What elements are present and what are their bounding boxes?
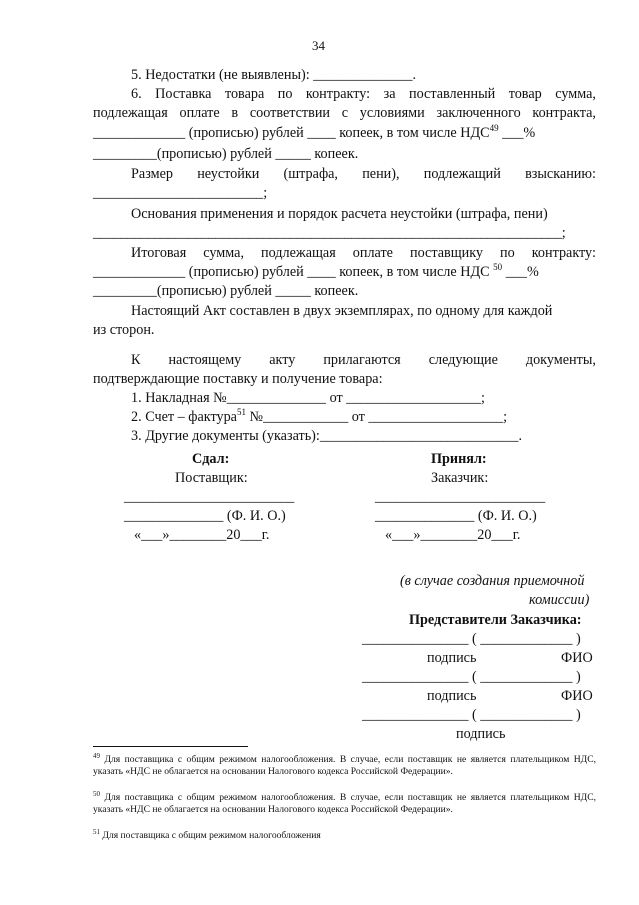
- basis-line-1: Основания применения и порядок расчета неустойки (штрафа, пени): [131, 206, 548, 222]
- item-6-line-4: _________(прописью) рублей _____ копеек.: [93, 146, 359, 162]
- word: контракту:: [305, 86, 371, 102]
- footnote-51: [93, 830, 596, 842]
- right-sign-date: «___»________20___г.: [385, 527, 521, 543]
- word: прилагаются: [323, 352, 401, 368]
- footnote-51-number: 51: [93, 828, 100, 836]
- commission-sign-label-3: подпись: [456, 726, 506, 742]
- right-sign-role: Заказчик:: [431, 470, 489, 486]
- word: сумма,: [555, 86, 596, 102]
- word: товара: [224, 86, 265, 102]
- copies-line-1: Настоящий Акт составлен в двух экземплярах, по одному для каждой: [131, 303, 553, 319]
- commission-row-2: _______________ ( _____________ ): [362, 669, 581, 685]
- left-sign-date: «___»________20___г.: [134, 527, 270, 543]
- word: подлежащая: [93, 105, 168, 121]
- word: за: [383, 86, 396, 102]
- word: оплате: [352, 245, 393, 261]
- total-vat-text: ___%: [502, 264, 539, 280]
- word: документы,: [525, 352, 596, 368]
- penalty-line-2: ________________________;: [93, 185, 268, 201]
- footnote-ref-50: 50: [493, 262, 503, 272]
- word: подлежащий: [423, 166, 501, 182]
- commission-fio-label-2: ФИО: [561, 688, 593, 704]
- commission-sign-label-2: подпись: [427, 688, 477, 704]
- commission-fio-label-1: ФИО: [561, 650, 593, 666]
- footnote-50-number: 50: [93, 790, 100, 798]
- total-line-2: [93, 263, 539, 281]
- word: контракту:: [531, 245, 596, 261]
- commission-row-3: _______________ ( _____________ ): [362, 707, 581, 723]
- word: в: [231, 105, 239, 121]
- left-sign-line: ________________________: [124, 489, 295, 505]
- word: с: [341, 105, 349, 121]
- item-6-line-1: [131, 85, 596, 103]
- item-6-amount-text: _____________ (прописью) рублей ____ копеек, в том числе НДС: [93, 125, 490, 141]
- word: подлежащая: [261, 245, 336, 261]
- word: Размер: [131, 166, 173, 182]
- word: условиями: [359, 105, 425, 121]
- left-sign-fio: ______________ (Ф. И. О.): [124, 508, 286, 524]
- attach-item-vat-invoice: [131, 408, 507, 426]
- copies-line-2: из сторон.: [93, 322, 155, 338]
- basis-line-2: _____________________________________________________________________;: [93, 225, 566, 241]
- commission-note-2: комиссии): [529, 592, 590, 608]
- penalty-line-1: [131, 165, 596, 183]
- total-line-3: _________(прописью) рублей _____ копеек.: [93, 283, 359, 299]
- word: взысканию:: [525, 166, 596, 182]
- attach-item-other: 3. Другие документы (указать):____________________________.: [131, 428, 523, 444]
- footnote-50: [93, 792, 596, 816]
- word: 6.: [131, 86, 142, 102]
- word: по: [277, 86, 293, 102]
- attach-line-1: [131, 351, 596, 369]
- page-number: 34: [312, 38, 325, 53]
- word: пени),: [362, 166, 400, 182]
- word: поставленный: [409, 86, 496, 102]
- commission-title: Представители Заказчика:: [409, 612, 582, 628]
- commission-row-1: _______________ ( _____________ ): [362, 631, 581, 647]
- left-sign-title: Сдал:: [192, 451, 230, 467]
- word: соответствии: [249, 105, 331, 121]
- item-6-vat-text: ___%: [498, 125, 536, 141]
- vat-invoice-label: 2. Счет – фактура: [131, 409, 237, 425]
- word: (штрафа,: [283, 166, 338, 182]
- word: сумма,: [203, 245, 244, 261]
- footnote-separator: [93, 746, 248, 747]
- total-line-1: [131, 244, 596, 262]
- word: неустойки: [197, 166, 260, 182]
- footnote-ref-49: 49: [489, 123, 499, 133]
- footnote-49: [93, 754, 596, 778]
- word: заключенного: [436, 105, 521, 121]
- footnote-50-text: Для поставщика с общим режимом налогообложения. В случае, если поставщик не является плательщиком НДС, указать «НДС не облагается на основании Налогового кодекса Российской Федерации».: [93, 792, 596, 815]
- word: оплате: [179, 105, 220, 121]
- total-amount-text: _____________ (прописью) рублей ____ копеек, в том числе НДС: [93, 264, 494, 280]
- word: контракта,: [532, 105, 596, 121]
- attach-line-2: подтверждающие поставку и получение товара:: [93, 371, 383, 387]
- word: Итоговая: [131, 245, 187, 261]
- word: акту: [269, 352, 296, 368]
- word: Поставка: [155, 86, 212, 102]
- footnote-ref-51: 51: [236, 407, 246, 417]
- right-sign-fio: ______________ (Ф. И. О.): [375, 508, 537, 524]
- right-sign-line: ________________________: [375, 489, 546, 505]
- item-6-line-2: [93, 104, 596, 122]
- word: К: [131, 352, 141, 368]
- attach-item-invoice: 1. Накладная №______________ от ___________________;: [131, 390, 485, 406]
- footnote-51-text: Для поставщика с общим режимом налогообложения: [102, 830, 321, 841]
- word: следующие: [428, 352, 498, 368]
- footnote-49-number: 49: [93, 752, 100, 760]
- commission-note-1: (в случае создания приемочной: [400, 573, 585, 589]
- commission-sign-label-1: подпись: [427, 650, 477, 666]
- left-sign-role: Поставщик:: [175, 470, 248, 486]
- word: по: [500, 245, 515, 261]
- right-sign-title: Принял:: [431, 451, 487, 467]
- word: настоящему: [168, 352, 242, 368]
- item-6-line-3: [93, 124, 535, 142]
- vat-invoice-fields: №____________ от ___________________;: [245, 409, 508, 425]
- item-5-defects: 5. Недостатки (не выявлены): ______________.: [131, 67, 417, 83]
- footnote-49-text: Для поставщика с общим режимом налогообложения. В случае, если поставщик не является плательщиком НДС, указать «НДС не облагается на основании Налогового кодекса Российской Федерации».: [93, 754, 596, 777]
- word: товар: [508, 86, 542, 102]
- word: поставщику: [409, 245, 483, 261]
